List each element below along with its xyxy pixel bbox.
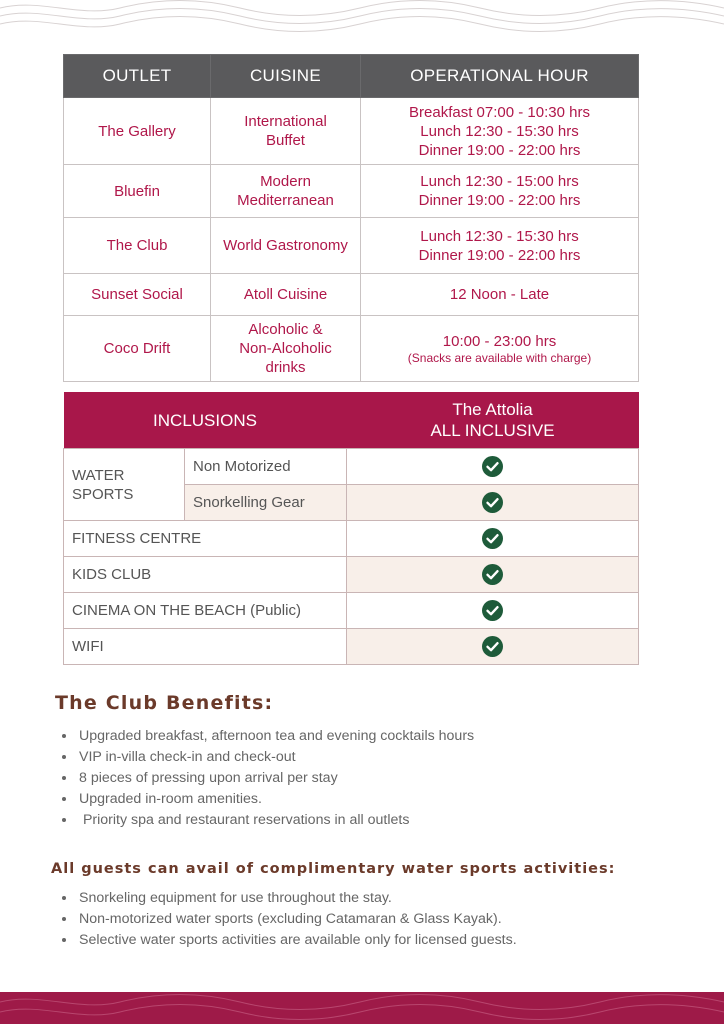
inclusion-item: CINEMA ON THE BEACH (Public) (64, 593, 347, 629)
hours-cell (361, 274, 639, 316)
package-name: The Attolia (452, 400, 533, 419)
table-row (64, 557, 639, 593)
cuisine-line: Modern (260, 173, 311, 190)
table-row (64, 449, 639, 485)
dining-header-row (64, 55, 639, 98)
check-circle-icon (482, 456, 503, 477)
check-circle-icon (482, 636, 503, 657)
cuisine-cell (211, 165, 361, 218)
cuisine-cell (211, 98, 361, 165)
check-circle-icon (482, 492, 503, 513)
cuisine-line: Buffet (266, 132, 305, 149)
list-item: • Snorkeling equipment for use throughout the stay. (77, 888, 517, 909)
hours-line: Lunch 12:30 - 15:00 hrs (420, 173, 579, 190)
hours-line: 12 Noon - Late (449, 286, 550, 303)
outlet-name: Bluefin (64, 165, 211, 218)
inclusion-check (347, 557, 639, 593)
list-item: • Non-motorized water sports (excluding Catamaran & Glass Kayak). (77, 909, 517, 930)
table-row (64, 165, 639, 218)
package-type: ALL INCLUSIVE (430, 421, 555, 440)
table-row (64, 629, 639, 665)
hours-line: 10:00 - 23:00 hrs (442, 332, 557, 350)
outlet-name: The Gallery (64, 98, 211, 165)
table-row (64, 98, 639, 165)
inclusion-check (347, 485, 639, 521)
water-sports-title: All guests can avail of complimentary water sports activities: (51, 861, 616, 877)
cuisine-line: Non-Alcoholic (239, 340, 332, 357)
hours-line: Dinner 19:00 - 22:00 hrs (418, 246, 581, 264)
inclusion-check (347, 629, 639, 665)
hours-line: Dinner 19:00 - 22:00 hrs (418, 192, 581, 209)
inclusion-item: FITNESS CENTRE (64, 521, 347, 557)
hours-cell (361, 316, 639, 382)
cuisine-cell (211, 218, 361, 274)
water-sports-list (60, 888, 517, 951)
inclusion-sub-item: Non Motorized (185, 449, 347, 485)
cuisine-line: International (244, 113, 327, 130)
dining-table (63, 54, 639, 382)
cuisine-cell (211, 274, 361, 316)
list-item: • VIP in-villa check-in and check-out (77, 747, 474, 768)
header-operational-hour: OPERATIONAL HOUR (361, 55, 639, 98)
inclusion-sub-item: Snorkelling Gear (185, 485, 347, 521)
list-item: • Selective water sports activities are available only for licensed guests. (77, 930, 517, 951)
cuisine-line: World Gastronomy (223, 237, 348, 254)
table-row (64, 316, 639, 382)
inclusion-item: WIFI (64, 629, 347, 665)
header-outlet: OUTLET (64, 55, 211, 98)
cuisine-line: Alcoholic & (248, 321, 323, 338)
cuisine-line: Atoll Cuisine (243, 286, 328, 303)
club-benefits-list (60, 726, 474, 831)
cuisine-cell (211, 316, 361, 382)
hours-cell (361, 98, 639, 165)
check-circle-icon (482, 528, 503, 549)
hours-line: Lunch 12:30 - 15:30 hrs (420, 227, 579, 245)
table-row (64, 521, 639, 557)
inclusions-table (63, 392, 639, 665)
cuisine-line: drinks (265, 359, 306, 376)
hours-cell (361, 218, 639, 274)
water-sports-label (64, 449, 185, 521)
check-circle-icon (482, 600, 503, 621)
inclusion-check (347, 449, 639, 485)
hours-line: Dinner 19:00 - 22:00 hrs (418, 141, 581, 159)
bottom-band-decoration (0, 992, 724, 1024)
inclusion-item: KIDS CLUB (64, 557, 347, 593)
table-row (64, 593, 639, 629)
cuisine-line: Mediterranean (237, 192, 334, 209)
check-circle-icon (482, 564, 503, 585)
inclusions-header: INCLUSIONS (64, 392, 347, 449)
table-row (64, 274, 639, 316)
hours-cell (361, 165, 639, 218)
water-sports-line: SPORTS (72, 485, 134, 503)
list-item: • Upgraded in-room amenities. (77, 789, 474, 810)
inclusion-check (347, 593, 639, 629)
header-cuisine: CUISINE (211, 55, 361, 98)
club-benefits-title: The Club Benefits: (55, 692, 274, 714)
outlet-name: Coco Drift (64, 316, 211, 382)
inclusions-header-row (64, 392, 639, 449)
outlet-name: The Club (64, 218, 211, 274)
hours-line: Breakfast 07:00 - 10:30 hrs (409, 103, 590, 121)
water-sports-line: WATER (72, 466, 125, 484)
list-item: • Upgraded breakfast, afternoon tea and evening cocktails hours (77, 726, 474, 747)
top-wave-decoration (0, 0, 724, 36)
inclusion-check (347, 521, 639, 557)
hours-line: Lunch 12:30 - 15:30 hrs (420, 122, 579, 140)
outlet-name: Sunset Social (64, 274, 211, 316)
table-row (64, 218, 639, 274)
hours-note: (Snacks are available with charge) (407, 350, 592, 365)
package-header (347, 392, 639, 449)
list-item: • 8 pieces of pressing upon arrival per stay (77, 768, 474, 789)
list-item: • Priority spa and restaurant reservations in all outlets (77, 810, 474, 831)
